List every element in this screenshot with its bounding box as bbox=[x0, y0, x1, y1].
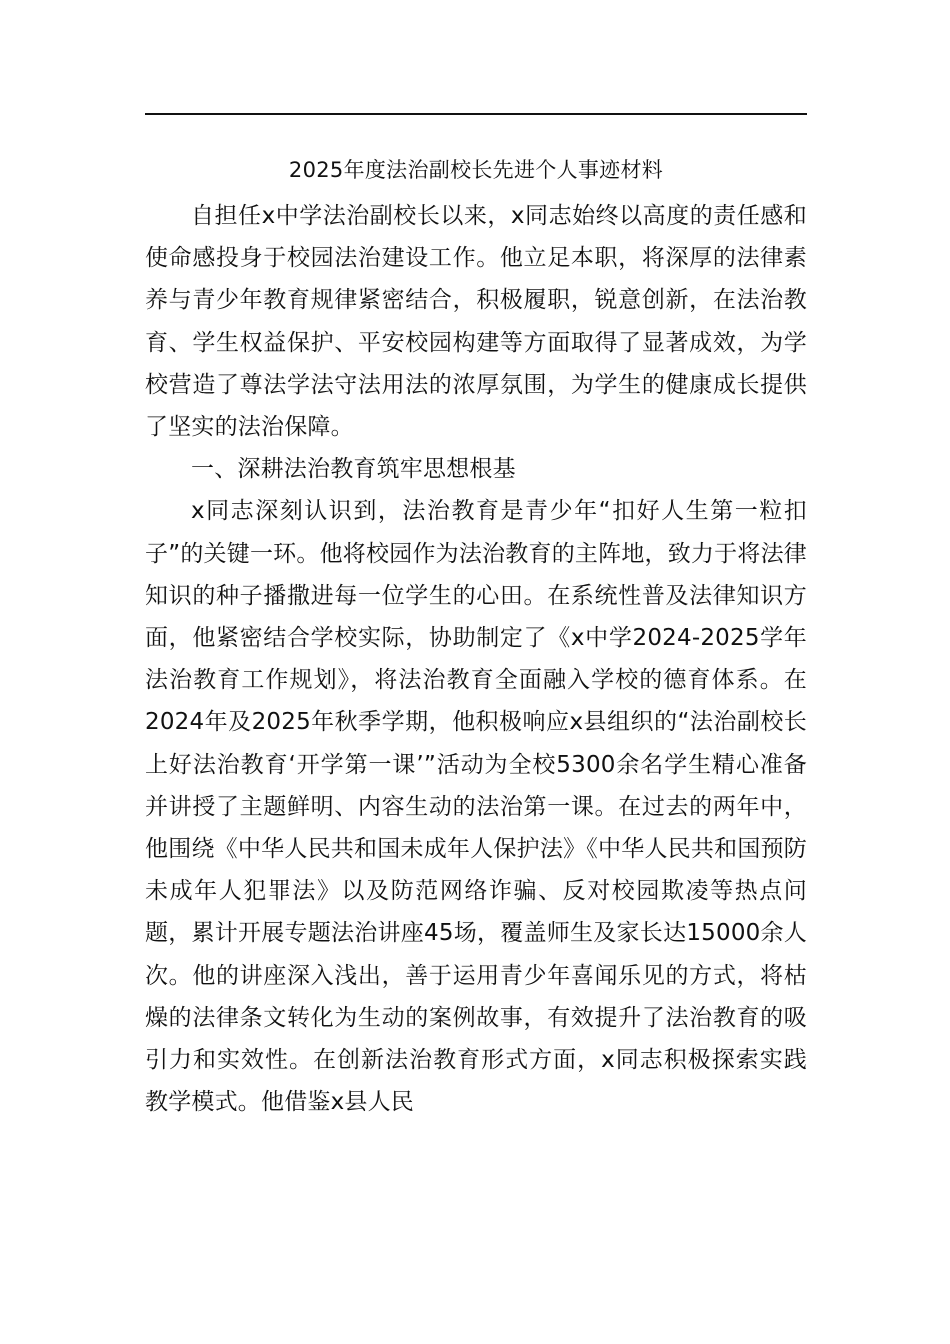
document-body bbox=[145, 195, 807, 1123]
body-paragraph: x同志深刻认识到，法治教育是青少年“扣好人生第一粒扣子”的关键一环。他将校园作为法治教育的主阵地，致力于将法律知识的种子播撒进每一位学生的心田。在系统性普及法律知识方面，他紧密结合学校实际，协助制定了《x中学2024-2025学年法治教育工作规划》，将法治教育全面融入学校的德育体系。在2024年及2025年秋季学期，他积极响应x县组织的“法治副校长上好法治教育‘开学第一课’”活动为全校5300余名学生精心准备并讲授了主题鲜明、内容生动的法治第一课。在过去的两年中，他围绕《中华人民共和国未成年人保护法》《中华人民共和国预防未成年人犯罪法》以及防范网络诈骗、反对校园欺凌等热点问题，累计开展专题法治讲座45场，覆盖师生及家长达15000余人次。他的讲座深入浅出，善于运用青少年喜闻乐见的方式，将枯燥的法律条文转化为生动的案例故事，有效提升了法治教育的吸引力和实效性。在创新法治教育形式方面，x同志积极探索实践教学模式。他借鉴x县人民 bbox=[145, 498, 807, 1116]
document-title: 2025年度法治副校长先进个人事迹材料 bbox=[288, 158, 664, 182]
intro-paragraph: 自担任x中学法治副校长以来，x同志始终以高度的责任感和使命感投身于校园法治建设工作。他立足本职，将深厚的法律素养与青少年教育规律紧密结合，积极履职，锐意创新，在法治教育、学生权益保护、平安校园构建等方面取得了显著成效，为学校营造了尊法学法守法用法的浓厚氛围，为学生的健康成长提供了坚实的法治保障。 bbox=[145, 203, 807, 441]
header-rule bbox=[145, 113, 807, 115]
section-heading: 一、深耕法治教育筑牢思想根基 bbox=[191, 456, 516, 483]
